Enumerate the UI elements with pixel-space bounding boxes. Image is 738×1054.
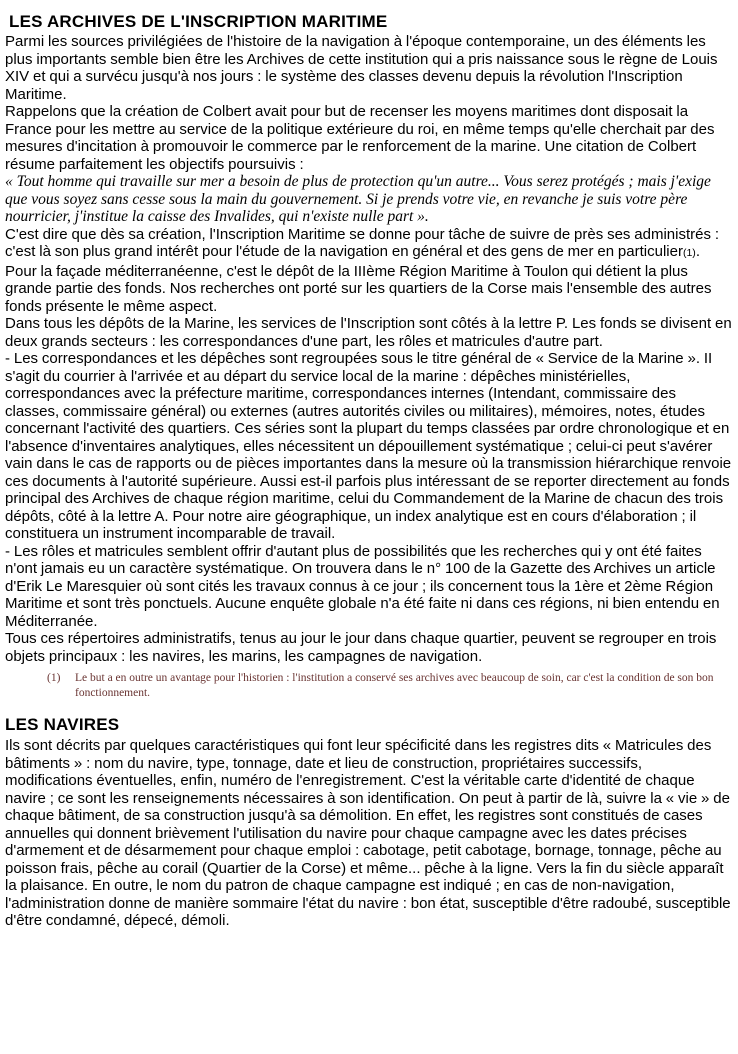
footnote-reference-mark: (1) xyxy=(682,247,696,259)
section-heading-archives: LES ARCHIVES DE L'INSCRIPTION MARITIME xyxy=(9,12,388,31)
paragraph-navires-description: Ils sont décrits par quelques caractéristiques qui font leur spécificité dans les registres dits « Matricules des bâtiments » : nom du navire, type, tonnage, date et lieu de construction, propriétaires successifs, modifications éventuelles, enfin, numéro de l'enregistrement. C'est la véritable carte d'identité de chaque navire ; ce sont les renseignements nécessaires à son identification. On peut à partir de là, suivre la « vie » de chaque bâtiment, de sa construction jusqu'à sa démolition. En effet, les registres sont constitués de cases annuelles qui donnent brièvement l'utilisation du navire pour chaque campagne avec les dates précises d'armement et de désarmement pour chaque emploi : cabotage, petit cabotage, bornage, tonnage, pêche au poisson frais, pêche au corail (Quartier de la Corse) et même... pêche à la ligne. Vers la fin du siècle apparaît la plaisance. En outre, le nom du patron de chaque campagne est indiqué ; en cas de non-navigation, l'administration donne de manière sommaire l'état du navire : bon état, susceptible d'être radoubé, susceptible d'être condamné, dépecé, démoli. xyxy=(5,737,731,929)
paragraph-colbert-creation: Rappelons que la création de Colbert avait pour but de recenser les moyens maritimes dont disposait la France pour les mettre au service de la politique extérieure du roi, en même temps qu'elle cherchait par des mesures d'incitation à promouvoir le commerce par le renforcement de la marine. Une citation de Colbert résume parfaitement les objectifs poursuivis : xyxy=(5,103,715,173)
footnote-text: Le but a en outre un avantage pour l'historien : l'institution a conservé ses archives avec beaucoup de soin, car c'est la condition de son bon fonctionnement. xyxy=(75,672,714,699)
paragraph-administres xyxy=(5,226,732,263)
paragraph-correspondances: - Les correspondances et les dépêches sont regroupées sous le titre général de « Service de la Marine ». II s'agit du courrier à l'arrivée et au départ du service local de la marine : dépêches ministérielles, correspondances avec la préfecture maritime, correspondances internes (Intendant, commissaire des classes, commissaire général) ou externes (autres autorités civiles ou militaires), mémoires, notes, études concernant l'activité des quartiers. Ces séries sont la plupart du temps classées par ordre chronologique et en l'absence d'inventaires analytiques, elles nécessitent un dépouillement systématique ; celui-ci peut s'avérer vain dans le cas de rapports ou de pièces importantes dans la mesure où la transmission hiérarchique renvoie ces documents à l'autorité supérieure. Aussi est-il parfois plus intéressant de se reporter directement au fonds principal des Archives de chaque région maritime, celui du Commandement de la Marine de chacun des trois dépôts, côté à la lettre A. Pour notre aire géographique, un index analytique est en cours d'élaboration ; il constituera un instrument incomparable de travail. xyxy=(5,350,732,542)
paragraph-depots: Dans tous les dépôts de la Marine, les services de l'Inscription sont côtés à la lettre P. Les fonds se divisent en deux grands secteurs : les correspondances d'une part, les rôles et matricules d'autre part. xyxy=(5,315,732,350)
paragraph-roles-matricules: - Les rôles et matricules semblent offrir d'autant plus de possibilités que les recherches qui y ont été faites n'ont jamais eu un caractère systématique. On trouvera dans le n° 100 de la Gazette des Archives un article d'Erik Le Maresquier où sont cités les travaux connus à ce jour ; ils concernent tous la 1ère et 2ème Région Maritime et sont très ponctuels. Aucune enquête globale n'a été faite ni dans ces régions, ni bien entendu en Méditerranée. xyxy=(5,542,720,630)
paragraph-administres-text: C'est dire que dès sa création, l'Inscription Maritime se donne pour tâche de suivre de près ses administrés : c'est là son plus grand intérêt pour l'étude de la navigation en général et des gens de mer en particulier xyxy=(5,225,720,260)
paragraph-administres-period: . xyxy=(695,243,700,260)
paragraph-sources: Parmi les sources privilégiées de l'histoire de la navigation à l'époque contemporaine, un des éléments les plus importants semble bien être les Archives de cette institution qui a pris naissance sous le règne de Louis XIV et qui a survécu jusqu'à nos jours : le système des classes devenu depuis la révolution l'Inscription Maritime. xyxy=(5,33,718,103)
footnote-marker: (1) xyxy=(47,672,61,684)
footnote xyxy=(5,671,732,701)
blockquote-colbert: « Tout homme qui travaille sur mer a besoin de plus de protection qu'un autre... Vous serez protégés ; mais j'exige que vous soyez sans cesse sous la main du gouvernement. Si je prends votre vie, en revanche je suis votre père nourricier, j'institue la caisse des Invalides, qui n'existe nulle part ». xyxy=(5,173,711,225)
section-heading-navires: LES NAVIRES xyxy=(5,715,120,734)
paragraph-repertoires: Tous ces répertoires administratifs, tenus au jour le jour dans chaque quartier, peuvent se regrouper en trois objets principaux : les navires, les marins, les campagnes de navigation. xyxy=(5,630,717,665)
paragraph-toulon: Pour la façade méditerranéenne, c'est le dépôt de la IIIème Région Maritime à Toulon qui détient la plus grande partie des fonds. Nos recherches ont porté sur les quartiers de la Corse mais l'ensemble des autres fonds présente le même aspect. xyxy=(5,262,712,315)
